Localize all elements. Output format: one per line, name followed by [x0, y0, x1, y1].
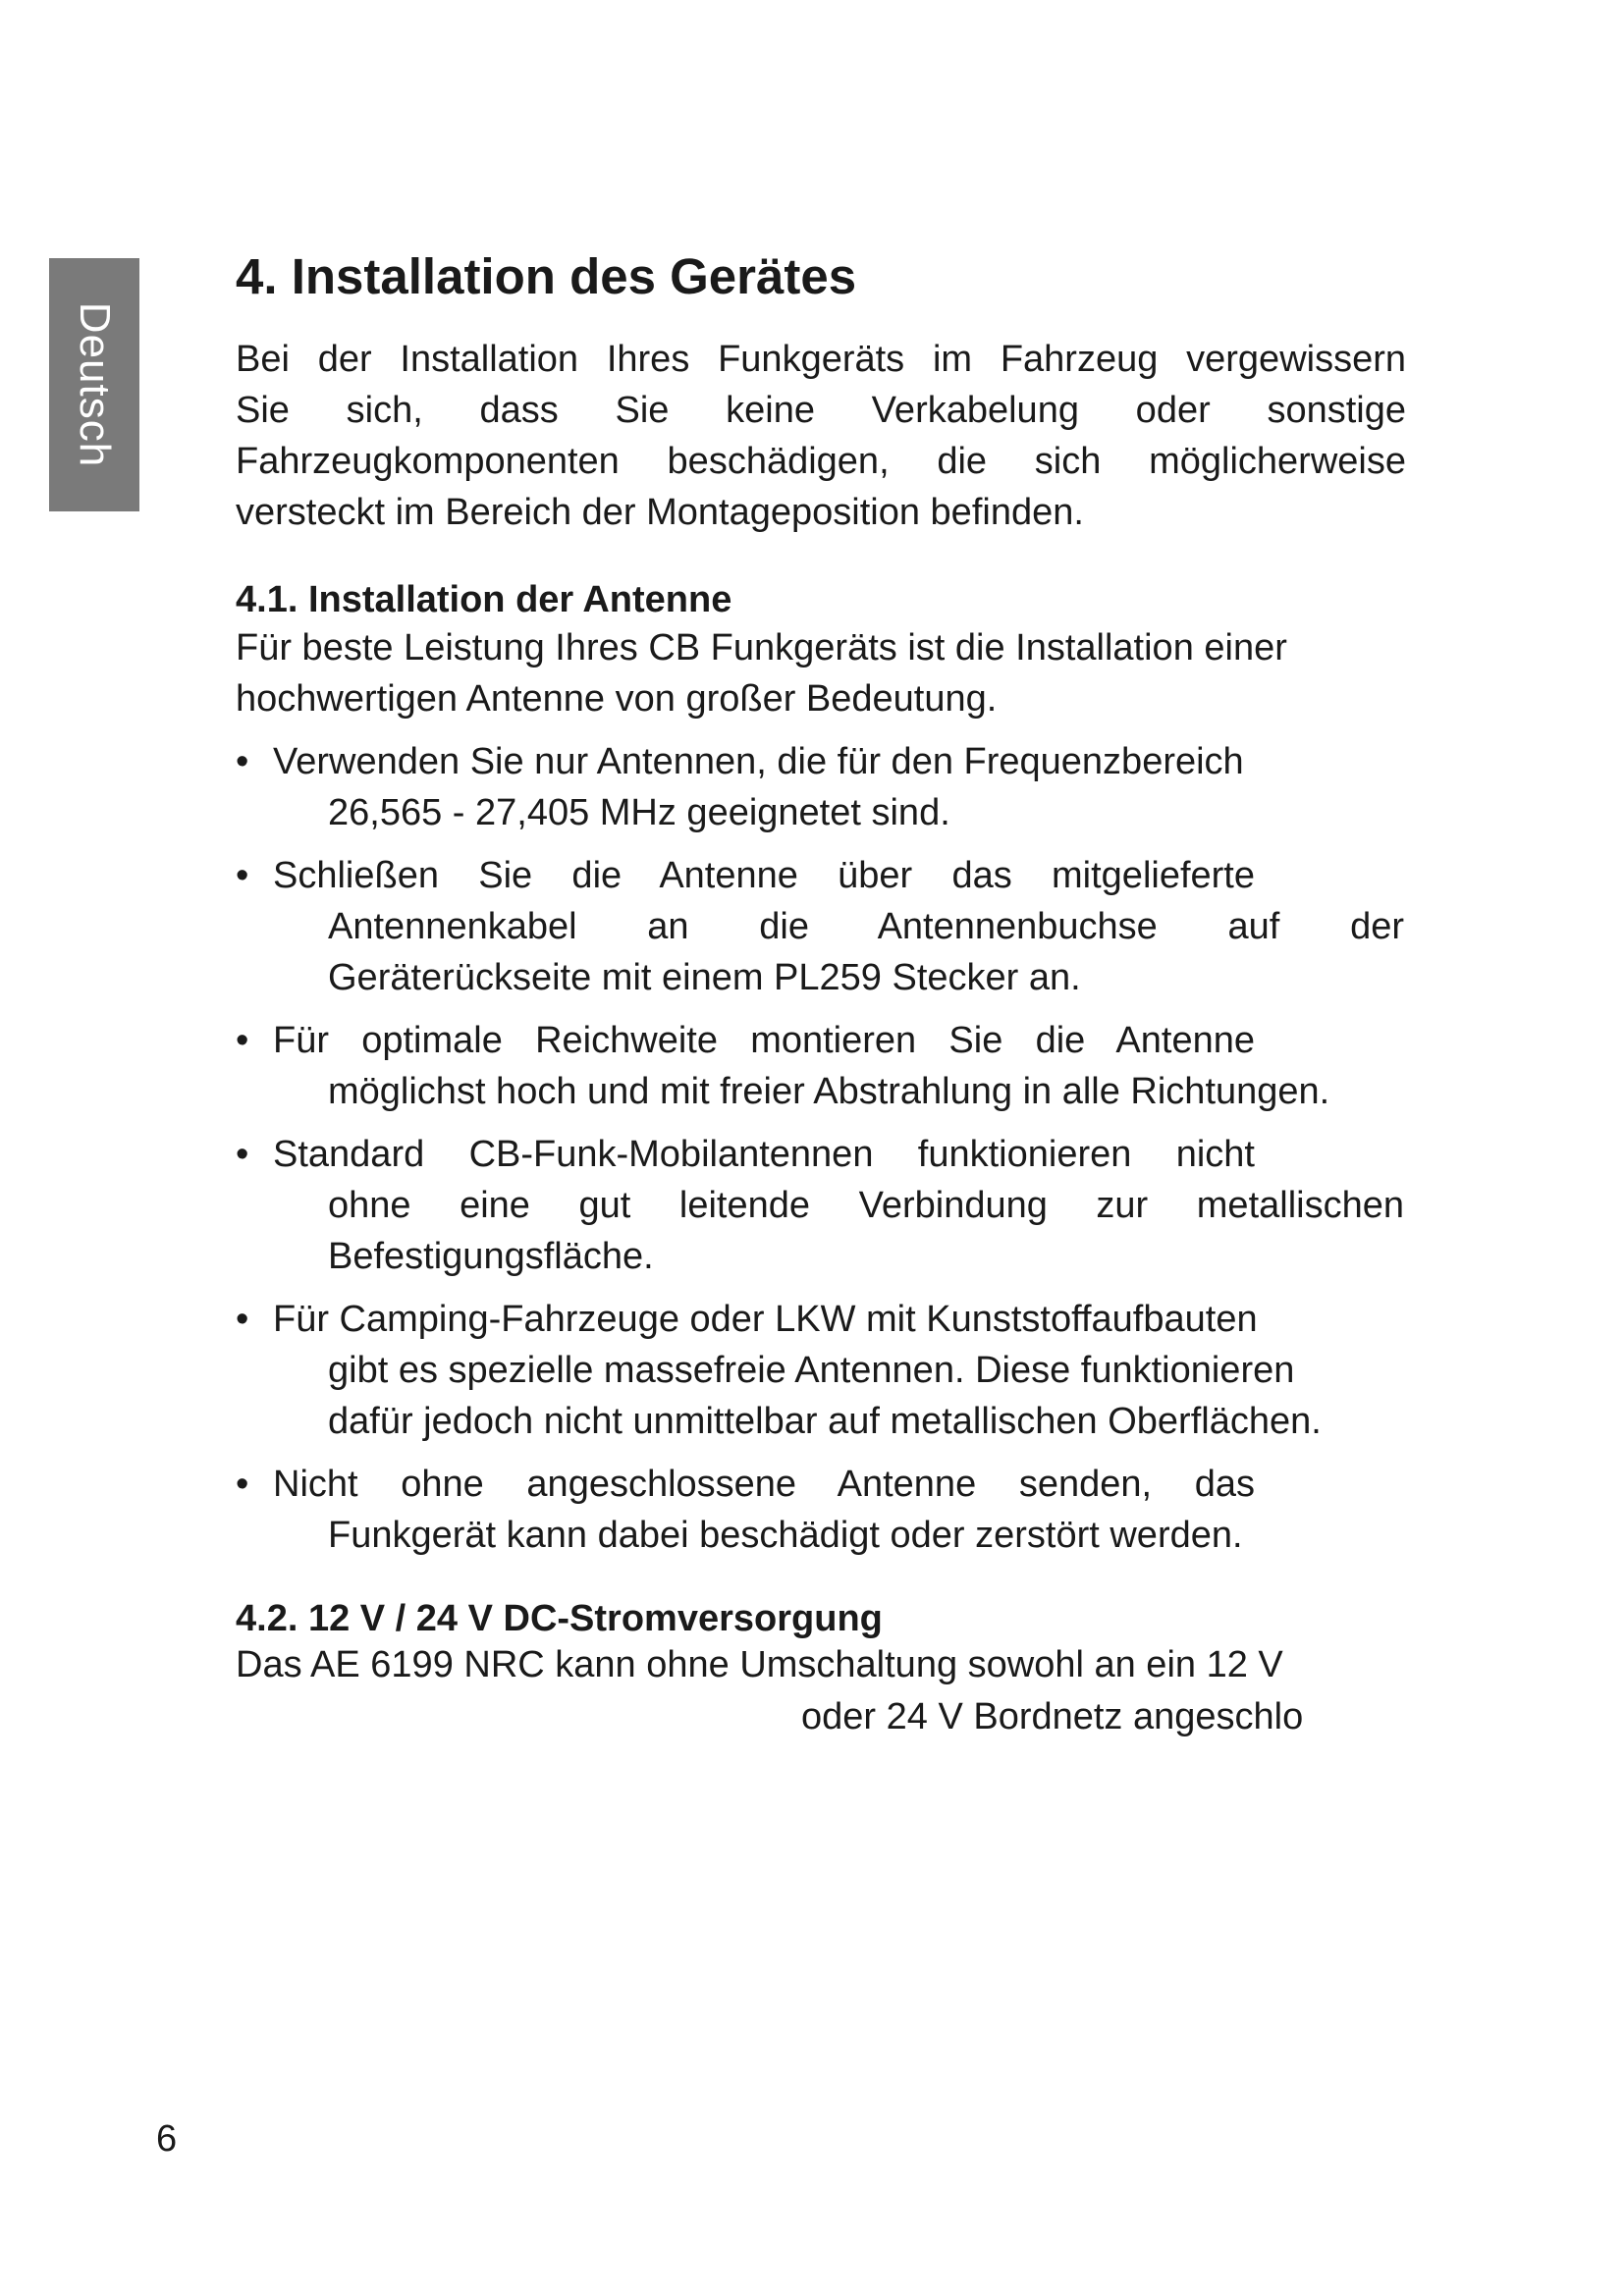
section-4-2-heading: 4.2. 12 V / 24 V DC-Stromversorgung: [236, 1598, 883, 1639]
intro-line: versteckt im Bereich der Montageposition befinden.: [236, 492, 1084, 533]
bullet-text: dafür jedoch nicht unmittelbar auf metallischen Oberflächen.: [328, 1401, 1322, 1442]
bullet-text: Standard CB-Funk-Mobilantennen funktionieren nicht: [273, 1134, 1255, 1175]
truncated-body-line: oder 24 V Bordnetz angeschlo: [801, 1696, 1304, 1737]
intro-line: Sie sich, dass Sie keine Verkabelung oder sonstige: [236, 390, 1406, 431]
list-item: [236, 1294, 1429, 1447]
section-4-heading: 4. Installation des Gerätes: [236, 248, 857, 304]
bullet-text: Schließen Sie die Antenne über das mitgelieferte: [273, 855, 1255, 896]
section-4-1-intro: [236, 622, 1406, 724]
bullet-marker: •: [236, 1464, 249, 1505]
list-item: [236, 850, 1429, 1003]
intro-line: Für beste Leistung Ihres CB Funkgeräts ist die Installation einer: [236, 627, 1287, 668]
body-line: Das AE 6199 NRC kann ohne Umschaltung sowohl an ein 12 V: [236, 1644, 1283, 1685]
section-4-2-text: [236, 1639, 1406, 1690]
language-tab-label: Deutsch: [71, 301, 119, 468]
bullet-text: Für Camping-Fahrzeuge oder LKW mit Kunststoffaufbauten: [273, 1299, 1258, 1340]
list-item: [236, 1129, 1429, 1282]
list-item: [236, 1015, 1429, 1117]
antenna-guidelines-list: [236, 736, 1429, 1573]
language-side-tab: [49, 258, 139, 511]
page-number: 6: [156, 2118, 178, 2160]
list-item: [236, 1459, 1429, 1561]
bullet-marker: •: [236, 741, 249, 782]
intro-line: Fahrzeugkomponenten beschädigen, die sich möglicherweise: [236, 441, 1406, 482]
section-4-intro: [236, 334, 1406, 538]
bullet-marker: •: [236, 1020, 249, 1061]
intro-line: Bei der Installation Ihres Funkgeräts im Fahrzeug vergewissern: [236, 339, 1406, 380]
list-item: [236, 736, 1429, 838]
bullet-text: möglichst hoch und mit freier Abstrahlung in alle Richtungen.: [328, 1071, 1330, 1112]
bullet-text: 26,565 - 27,405 MHz geeignetet sind.: [328, 792, 950, 833]
bullet-text: Funkgerät kann dabei beschädigt oder zerstört werden.: [328, 1515, 1243, 1556]
bullet-text: gibt es spezielle massefreie Antennen. Diese funktionieren: [328, 1350, 1295, 1391]
bullet-text: Befestigungsfläche.: [328, 1236, 654, 1277]
bullet-text: Für optimale Reichweite montieren Sie die Antenne: [273, 1020, 1255, 1061]
intro-line: hochwertigen Antenne von großer Bedeutung.: [236, 678, 998, 720]
bullet-text: Nicht ohne angeschlossene Antenne senden, das: [273, 1464, 1255, 1505]
bullet-marker: •: [236, 855, 249, 896]
section-4-1-heading: 4.1. Installation der Antenne: [236, 579, 732, 620]
bullet-text: ohne eine gut leitende Verbindung zur metallischen: [328, 1185, 1404, 1226]
bullet-text: Antennenkabel an die Antennenbuchse auf der: [328, 906, 1404, 947]
bullet-text: Verwenden Sie nur Antennen, die für den Frequenzbereich: [273, 741, 1244, 782]
bullet-text: Geräterückseite mit einem PL259 Stecker an.: [328, 957, 1081, 998]
bullet-marker: •: [236, 1299, 249, 1340]
bullet-marker: •: [236, 1134, 249, 1175]
